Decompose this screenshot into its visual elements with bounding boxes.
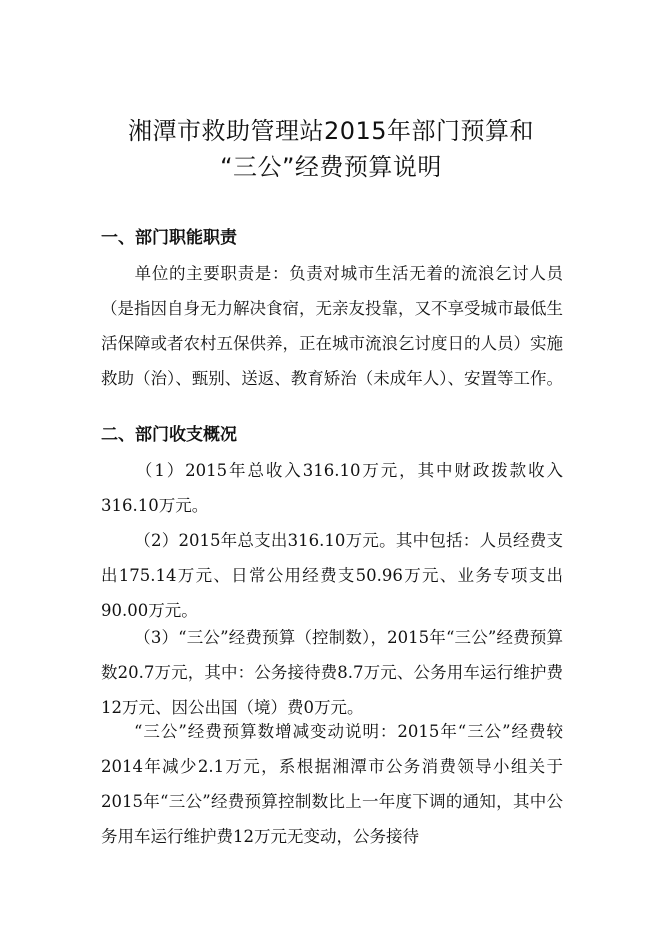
section-heading-duties: 一、部门职能职责 bbox=[101, 228, 237, 248]
paragraph-three-public-budget bbox=[101, 620, 563, 725]
paragraph-text: （3）“三公”经费预算（控制数），2015年“三公”经费预算数20.7万元，其中：公务接待费8.7万元、公务用车运行维护费12万元、因公出国（境）费0万元。 bbox=[101, 628, 563, 717]
paragraph-duties bbox=[101, 256, 563, 396]
document-title-line-1: 湘潭市救助管理站2015年部门预算和 bbox=[127, 117, 535, 145]
paragraph-text: （2）2015年总支出316.10万元。其中包括：人员经费支出175.14万元、日常公用经费支50.96万元、业务专项支出90.00万元。 bbox=[101, 531, 563, 620]
document-title-line-2: “三公”经费预算说明 bbox=[220, 153, 442, 181]
paragraph-text: （1）2015年总收入316.10万元，其中财政拨款收入316.10万元。 bbox=[101, 461, 563, 515]
paragraph-budget-change bbox=[101, 714, 563, 854]
section-heading-finance: 二、部门收支概况 bbox=[101, 425, 237, 445]
paragraph-expenditure bbox=[101, 523, 563, 628]
paragraph-text: 单位的主要职责是：负责对城市生活无着的流浪乞讨人员（是指因自身无力解决食宿，无亲友投靠，又不享受城市最低生活保障或者农村五保供养，正在城市流浪乞讨度日的人员）实施救助（治）、甄别、送返、教育矫治（未成年人）、安置等工作。 bbox=[101, 264, 563, 388]
paragraph-text: “三公”经费预算数增减变动说明：2015年“三公”经费较2014年减少2.1万元，系根据湘潭市公务消费领导小组关于2015年“三公”经费预算控制数比上一年度下调的通知，其中公务用车运行维护费12万元无变动，公务接待 bbox=[101, 722, 563, 846]
paragraph-income bbox=[101, 453, 563, 523]
